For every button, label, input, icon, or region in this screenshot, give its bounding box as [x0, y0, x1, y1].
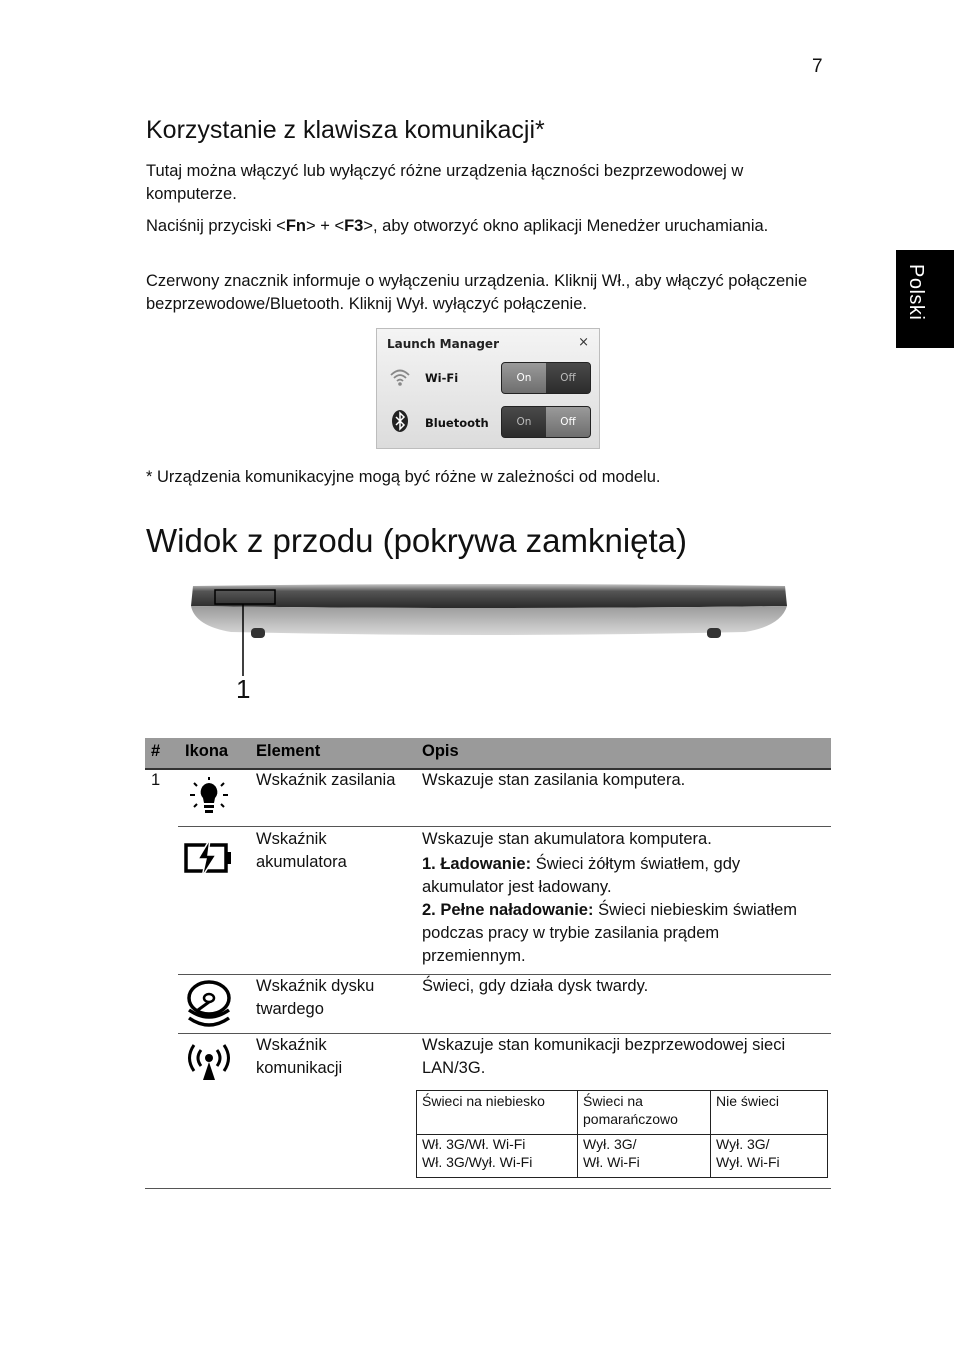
keys-paragraph: Naciśnij przyciski <Fn> + <F3>, aby otworzyć okno aplikacji Menedżer uruchamiania. — [146, 217, 769, 235]
hard-disk-icon — [186, 980, 232, 1030]
bluetooth-toggle[interactable] — [501, 406, 591, 438]
element-hdd: Wskaźnik dysku twardego — [256, 977, 375, 1018]
wifi-on-button[interactable]: On — [502, 363, 546, 393]
close-icon[interactable]: × — [578, 335, 589, 350]
header-description: Opis — [422, 742, 459, 760]
subtable-cell-orange: Wył. 3G/ Wł. Wi-Fi — [583, 1136, 640, 1170]
bluetooth-on-button[interactable]: On — [502, 407, 546, 437]
laptop-front-illustration — [185, 580, 795, 680]
callout-number: 1 — [236, 674, 251, 704]
desc-hdd: Świeci, gdy działa dysk twardy. — [422, 977, 649, 995]
element-wireless: Wskaźnik komunikacji — [256, 1036, 343, 1077]
header-number: # — [151, 742, 161, 760]
launch-manager-title: Launch Manager — [387, 337, 499, 351]
footnote: * Urządzenia komunikacyjne mogą być różne w zależności od modelu. — [146, 468, 661, 486]
row-divider — [178, 826, 831, 827]
language-tab — [896, 250, 954, 348]
bluetooth-off-button[interactable]: Off — [546, 407, 590, 437]
f3-key: F3 — [344, 217, 364, 235]
table-bottom-rule — [145, 1188, 831, 1189]
status-subtable — [416, 1090, 828, 1178]
power-bulb-icon — [186, 777, 232, 819]
launch-manager-window — [376, 328, 600, 449]
desc-battery: Wskazuje stan akumulatora komputera. — [422, 830, 712, 848]
desc-wireless: Wskazuje stan komunikacji bezprzewodowej sieci LAN/3G. — [422, 1036, 786, 1077]
header-icon: Ikona — [185, 742, 229, 760]
subtable-cell-blue: Wł. 3G/Wł. Wi-Fi Wł. 3G/Wył. Wi-Fi — [422, 1136, 533, 1170]
desc-power: Wskazuje stan zasilania komputera. — [422, 771, 686, 789]
page-title: Widok z przodu (pokrywa zamknięta) — [146, 522, 688, 559]
bluetooth-label: Bluetooth — [425, 416, 489, 430]
subtable-cell-off: Wył. 3G/ Wył. Wi-Fi — [716, 1136, 780, 1170]
bluetooth-icon — [389, 409, 411, 433]
wifi-label: Wi-Fi — [425, 371, 459, 385]
subtable-header-blue: Świeci na niebiesko — [422, 1093, 545, 1109]
indicator-paragraph: Czerwony znacznik informuje o wyłączeniu urządzenia. Kliknij Wł., aby włączyć połączenie bezprzewodowe/Bluetooth. Kliknij Wył. wyłączyć połączenie. — [146, 272, 808, 313]
language-tab-label: Polski — [905, 264, 927, 321]
wifi-toggle[interactable] — [501, 362, 591, 394]
header-element: Element — [256, 742, 321, 760]
element-battery: Wskaźnik akumulatora — [256, 830, 347, 871]
subtable-header-off: Nie świeci — [716, 1093, 780, 1109]
desc-battery-charging: 1. Ładowanie: Świeci żółtym światłem, gdy akumulator jest ładowany. — [422, 855, 741, 896]
wireless-icon — [183, 1040, 235, 1082]
desc-battery-full: 2. Pełne naładowanie: Świeci niebieskim światłem podczas pracy w trybie zasilania prądem przemiennym. — [422, 901, 798, 965]
row-number: 1 — [151, 771, 161, 789]
page-number: 7 — [812, 56, 823, 77]
wifi-off-button[interactable]: Off — [546, 363, 590, 393]
subtable-header-orange: Świeci na pomarańczowo — [583, 1093, 678, 1127]
intro-paragraph: Tutaj można włączyć lub wyłączyć różne urządzenia łączności bezprzewodowej w komputerze. — [146, 162, 744, 203]
table-header — [145, 738, 831, 770]
element-power: Wskaźnik zasilania — [256, 771, 396, 789]
wifi-icon — [389, 365, 411, 389]
battery-icon — [184, 839, 234, 877]
section-heading: Korzystanie z klawisza komunikacji* — [146, 116, 545, 144]
fn-key: Fn — [285, 217, 306, 235]
